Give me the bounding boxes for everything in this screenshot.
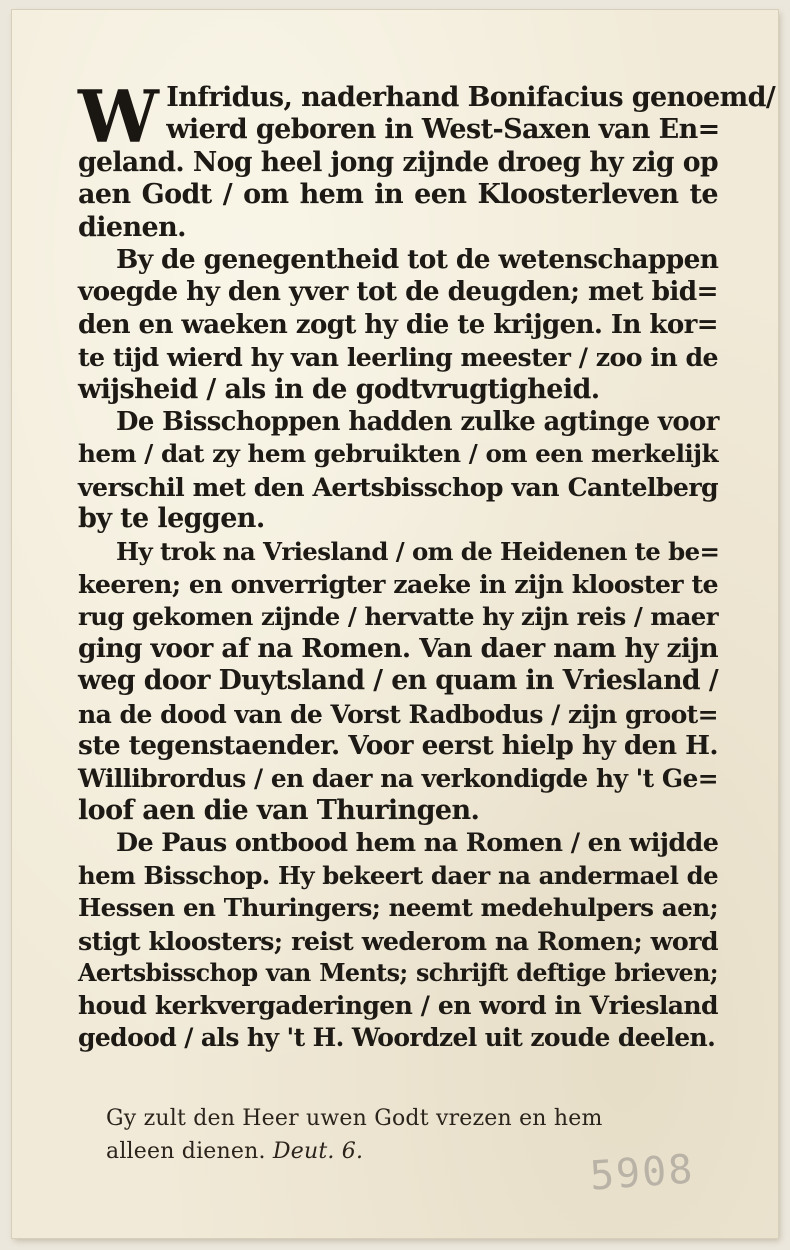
text-line: geland. Nog heel jong zijnde droeg hy zig op [78,146,718,178]
text-line: Aertsbisschop van Ments; schrijft deftige brieven; [78,958,718,987]
text-line: keeren; en onverrigter zaeke in zijn klooster te [78,569,718,600]
verse-line-2: alleen dienen. [106,1139,266,1164]
paragraph-2 [78,244,718,406]
text-line: houd kerkvergaderingen / en word in Vriesland [78,990,718,1021]
text-line: loof aen die van Thuringen. [78,794,480,826]
text-line: Infridus, naderhand Bonifacius genoemd/ [166,82,776,113]
verse-reference: Deut. 6. [272,1139,364,1164]
text-line: hem Bisschop. Hy bekeert daer na andermael de [78,860,718,890]
printed-sheet [12,10,778,1238]
text-line: ste tegenstaender. Voor eerst hielp hy den H. [78,730,718,762]
text-line: te tijd wierd hy van leerling meester / zoo in de [78,342,718,373]
text-line: wierd geboren in West-Saxen van En= [166,114,720,146]
drop-cap: W [78,74,159,159]
paragraph-4 [78,536,718,828]
text-line: rug gekomen zijnde / hervatte hy zijn reis / maer [78,601,718,631]
text-line: ging voor af na Romen. Van daer nam hy zijn [78,632,718,664]
text-line: stigt kloosters; reist wederom na Romen; word [78,925,718,956]
text-line: gedood / als hy 't H. Woordzel uit zoude deelen. [78,1022,716,1052]
text-line: By de genegentheid tot de wetenschappen [116,244,719,276]
text-line: dienen. [78,211,186,243]
text-line: aen Godt / om hem in een Kloosterleven te [78,179,718,211]
text-line: wijsheid / als in de godtvrugtigheid. [78,373,600,405]
text-line: by te leggen. [78,503,265,535]
handwritten-shelfmark: 5908 [588,1146,696,1200]
text-line: den en waeken zogt hy die te krijgen. In kor= [78,309,718,340]
text-line: Hessen en Thuringers; neemt medehulpers aen; [78,893,718,923]
text-line: Willibrordus / en daer na verkondigde hy 't Ge= [78,763,718,793]
text-line: Hy trok na Vriesland / om de Heidenen te be= [116,536,720,566]
text-line: De Bisschoppen hadden zulke agtinge voor [116,407,719,438]
verse-line-1: Gy zult den Heer uwen Godt vrezen en hem [106,1106,603,1131]
paragraph-5 [78,827,718,1054]
text-line: De Paus ontbood hem na Romen / en wijdde [116,828,719,859]
text-line: voegde hy den yver tot de deugden; met bid= [78,276,718,308]
text-line: hem / dat zy hem gebruikten / om een merkelijk [78,439,718,469]
text-line: na de dood van de Vorst Radbodus / zijn groot= [78,698,718,729]
paragraph-3 [78,406,718,536]
text-line: verschil met den Aertsbisschop van Cantelberg [78,471,718,502]
body-text [78,74,776,1054]
paragraph-1 [78,74,776,244]
text-line: weg door Duytsland / en quam in Vriesland / [78,665,718,697]
